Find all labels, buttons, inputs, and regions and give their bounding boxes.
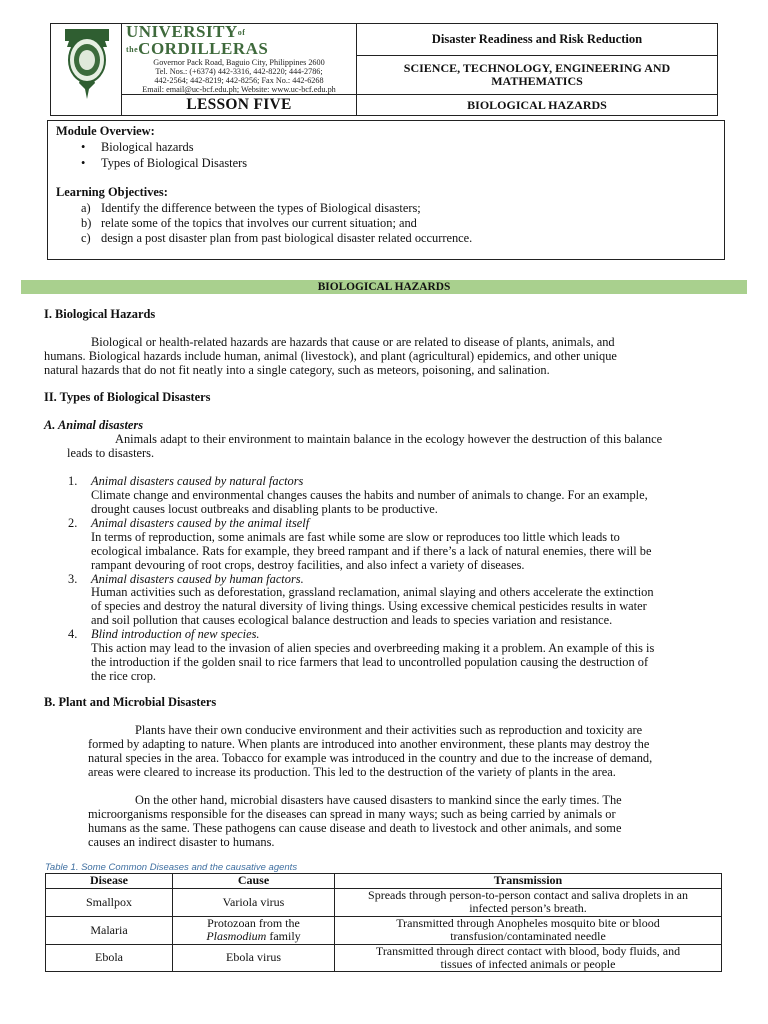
letterhead [50,23,718,116]
bullet-icon: • [81,140,86,154]
strand-title: SCIENCE, TECHNOLOGY, ENGINEERING AND MATHEMATICS [357,56,718,95]
section-1-heading: I. Biological Hazards [44,307,156,321]
paragraph-line: microorganisms responsible for the diseases can spread in many ways; such as being carried by animals or [88,807,616,821]
list-number: 2. [68,516,78,530]
telephone-1: Tel. Nos.: (+6374) 442-3316, 442-8220; 444-2786; [155,67,323,77]
diseases-table [45,873,722,972]
module-overview-title: Module Overview: [56,124,155,138]
paragraph-line: the introduction if the golden snail to rice farmers that lead to uncontrolled population causing the destruction of [91,655,649,669]
section-2-heading: II. Types of Biological Disasters [44,390,211,404]
paragraph-line: and soil pollution that causes ecological balance destruction and leads to species variation and resistance. [91,613,613,627]
column-header: Transmission [335,874,722,889]
paragraph-line: This action may lead to the invasion of alien species and overbreeding making it a problem. An example of this is [91,641,655,655]
seal-cell [51,24,122,116]
disease-cell: Malaria [46,916,173,944]
subsection-b-heading: B. Plant and Microbial Disasters [44,695,217,709]
paragraph-line: natural species in the area. Tobacco for example was introduced in the country and due to the increase of demand, [88,751,653,765]
transmission-cell: Transmitted through direct contact with blood, body fluids, and tissues of infected animals or people [335,944,722,972]
university-name: UNIVERSITYof theCORDILLERAS [126,22,269,59]
bullet-icon: • [81,156,86,170]
paragraph-line: causes an indirect disaster to humans. [88,835,275,849]
disease-cell: Smallpox [46,889,173,917]
brand-cell [122,24,357,95]
column-header: Cause [173,874,335,889]
paragraph-line: Human activities such as deforestation, grassland reclamation, animal slaying and others accelerate the extinction [91,585,654,599]
list-item-title: Animal disasters caused by the animal itself [91,516,310,530]
paragraph-line: formed by adapting to nature. When plants are introduced into another environment, these plants may destroy the [88,737,650,751]
table-row [46,916,722,944]
list-number: 3. [68,572,78,586]
paragraph-line: Biological or health-related hazards are hazards that cause or are related to disease of plants, animals, and [91,335,615,349]
subsection-a-heading: A. Animal disasters [44,418,144,432]
paragraph-line: On the other hand, microbial disasters have caused disasters to mankind since the early times. The [135,793,622,807]
learning-objectives-title: Learning Objectives: [56,185,168,199]
paragraph-line: Climate change and environmental changes causes the habits and number of animals to change. For an example, [91,488,648,502]
column-header: Disease [46,874,173,889]
lesson-number: LESSON FIVE [122,95,357,116]
paragraph-line: leads to disasters. [67,446,155,460]
email-website: Email: email@uc-bcf.edu.ph; Website: www.uc-bcf.edu.ph [142,85,336,95]
table-row [46,889,722,917]
paragraph-line: Animals adapt to their environment to maintain balance in the ecology however the destruction of this balance [115,432,663,446]
module-overview-box: Module Overview: • Biological hazards • Types of Biological Disasters Learning Objectives: a) Identify the difference between the types of Biological disasters; b) relate some of the topics that involves our current situation; and c) design a post disaster plan from past biological disaster related occurrence. [47,120,725,260]
list-item-title: Animal disasters caused by human factors. [91,572,304,586]
cause-cell: Ebola virus [173,944,335,972]
paragraph-line: rampant devouring of root crops, destroy facilities, and also infect a variety of diseases. [91,558,525,572]
telephone-2: 442-2564; 442-8219; 442-8256; Fax No.: 442-6268 [154,76,324,86]
cause-cell: Protozoan from the Plasmodium family [173,916,335,944]
list-item-title: Animal disasters caused by natural factors [91,474,304,488]
paragraph-line: drought causes locust outbreaks and disabling plants to be productive. [91,502,438,516]
paragraph-line: humans. Biological hazards include human, animal (livestock), and plant (agricultural) epidemics, and other unique [44,349,617,363]
section-banner: BIOLOGICAL HAZARDS [21,280,747,294]
transmission-cell: Spreads through person-to-person contact and saliva droplets in an infected person’s breath. [335,889,722,917]
paragraph-line: ecological imbalance. Rats for example, they breed rampant and if there’s a lack of natural enemies, there will be [91,544,652,558]
paragraph-line: areas were cleared to increase its production. This led to the destruction of the variety of plants in the area. [88,765,616,779]
transmission-cell: Transmitted through Anopheles mosquito bite or blood transfusion/contaminated needle [335,916,722,944]
paragraph-line: In terms of reproduction, some animals are fast while some are slow or reproduces too little which leads to [91,530,620,544]
list-number: 1. [68,474,78,488]
course-title: Disaster Readiness and Risk Reduction [357,24,718,56]
university-seal-icon [61,27,113,101]
cause-cell: Variola virus [173,889,335,917]
paragraph-line: of species and destroy the natural diversity of living things. Using excessive chemical pesticides results in water [91,599,647,613]
table-caption: Table 1. Some Common Diseases and the causative agents [45,862,298,873]
paragraph-line: the rice crop. [91,669,157,683]
paragraph-line: natural hazards that do not fit neatly into a single category, such as meteors, poisoning, and salination. [44,363,550,377]
lesson-topic: BIOLOGICAL HAZARDS [357,95,718,116]
table-header-row [46,874,722,889]
paragraph-line: Plants have their own conducive environment and their activities such as reproduction and toxicity are [135,723,643,737]
address: Governor Pack Road, Baguio City, Philippines 2600 [153,58,325,68]
disease-cell: Ebola [46,944,173,972]
paragraph-line: humans as the same. These pathogens can cause disease and death to livestock and other animals, and some [88,821,622,835]
table-row [46,944,722,972]
list-number: 4. [68,627,78,641]
list-item-title: Blind introduction of new species. [91,627,260,641]
